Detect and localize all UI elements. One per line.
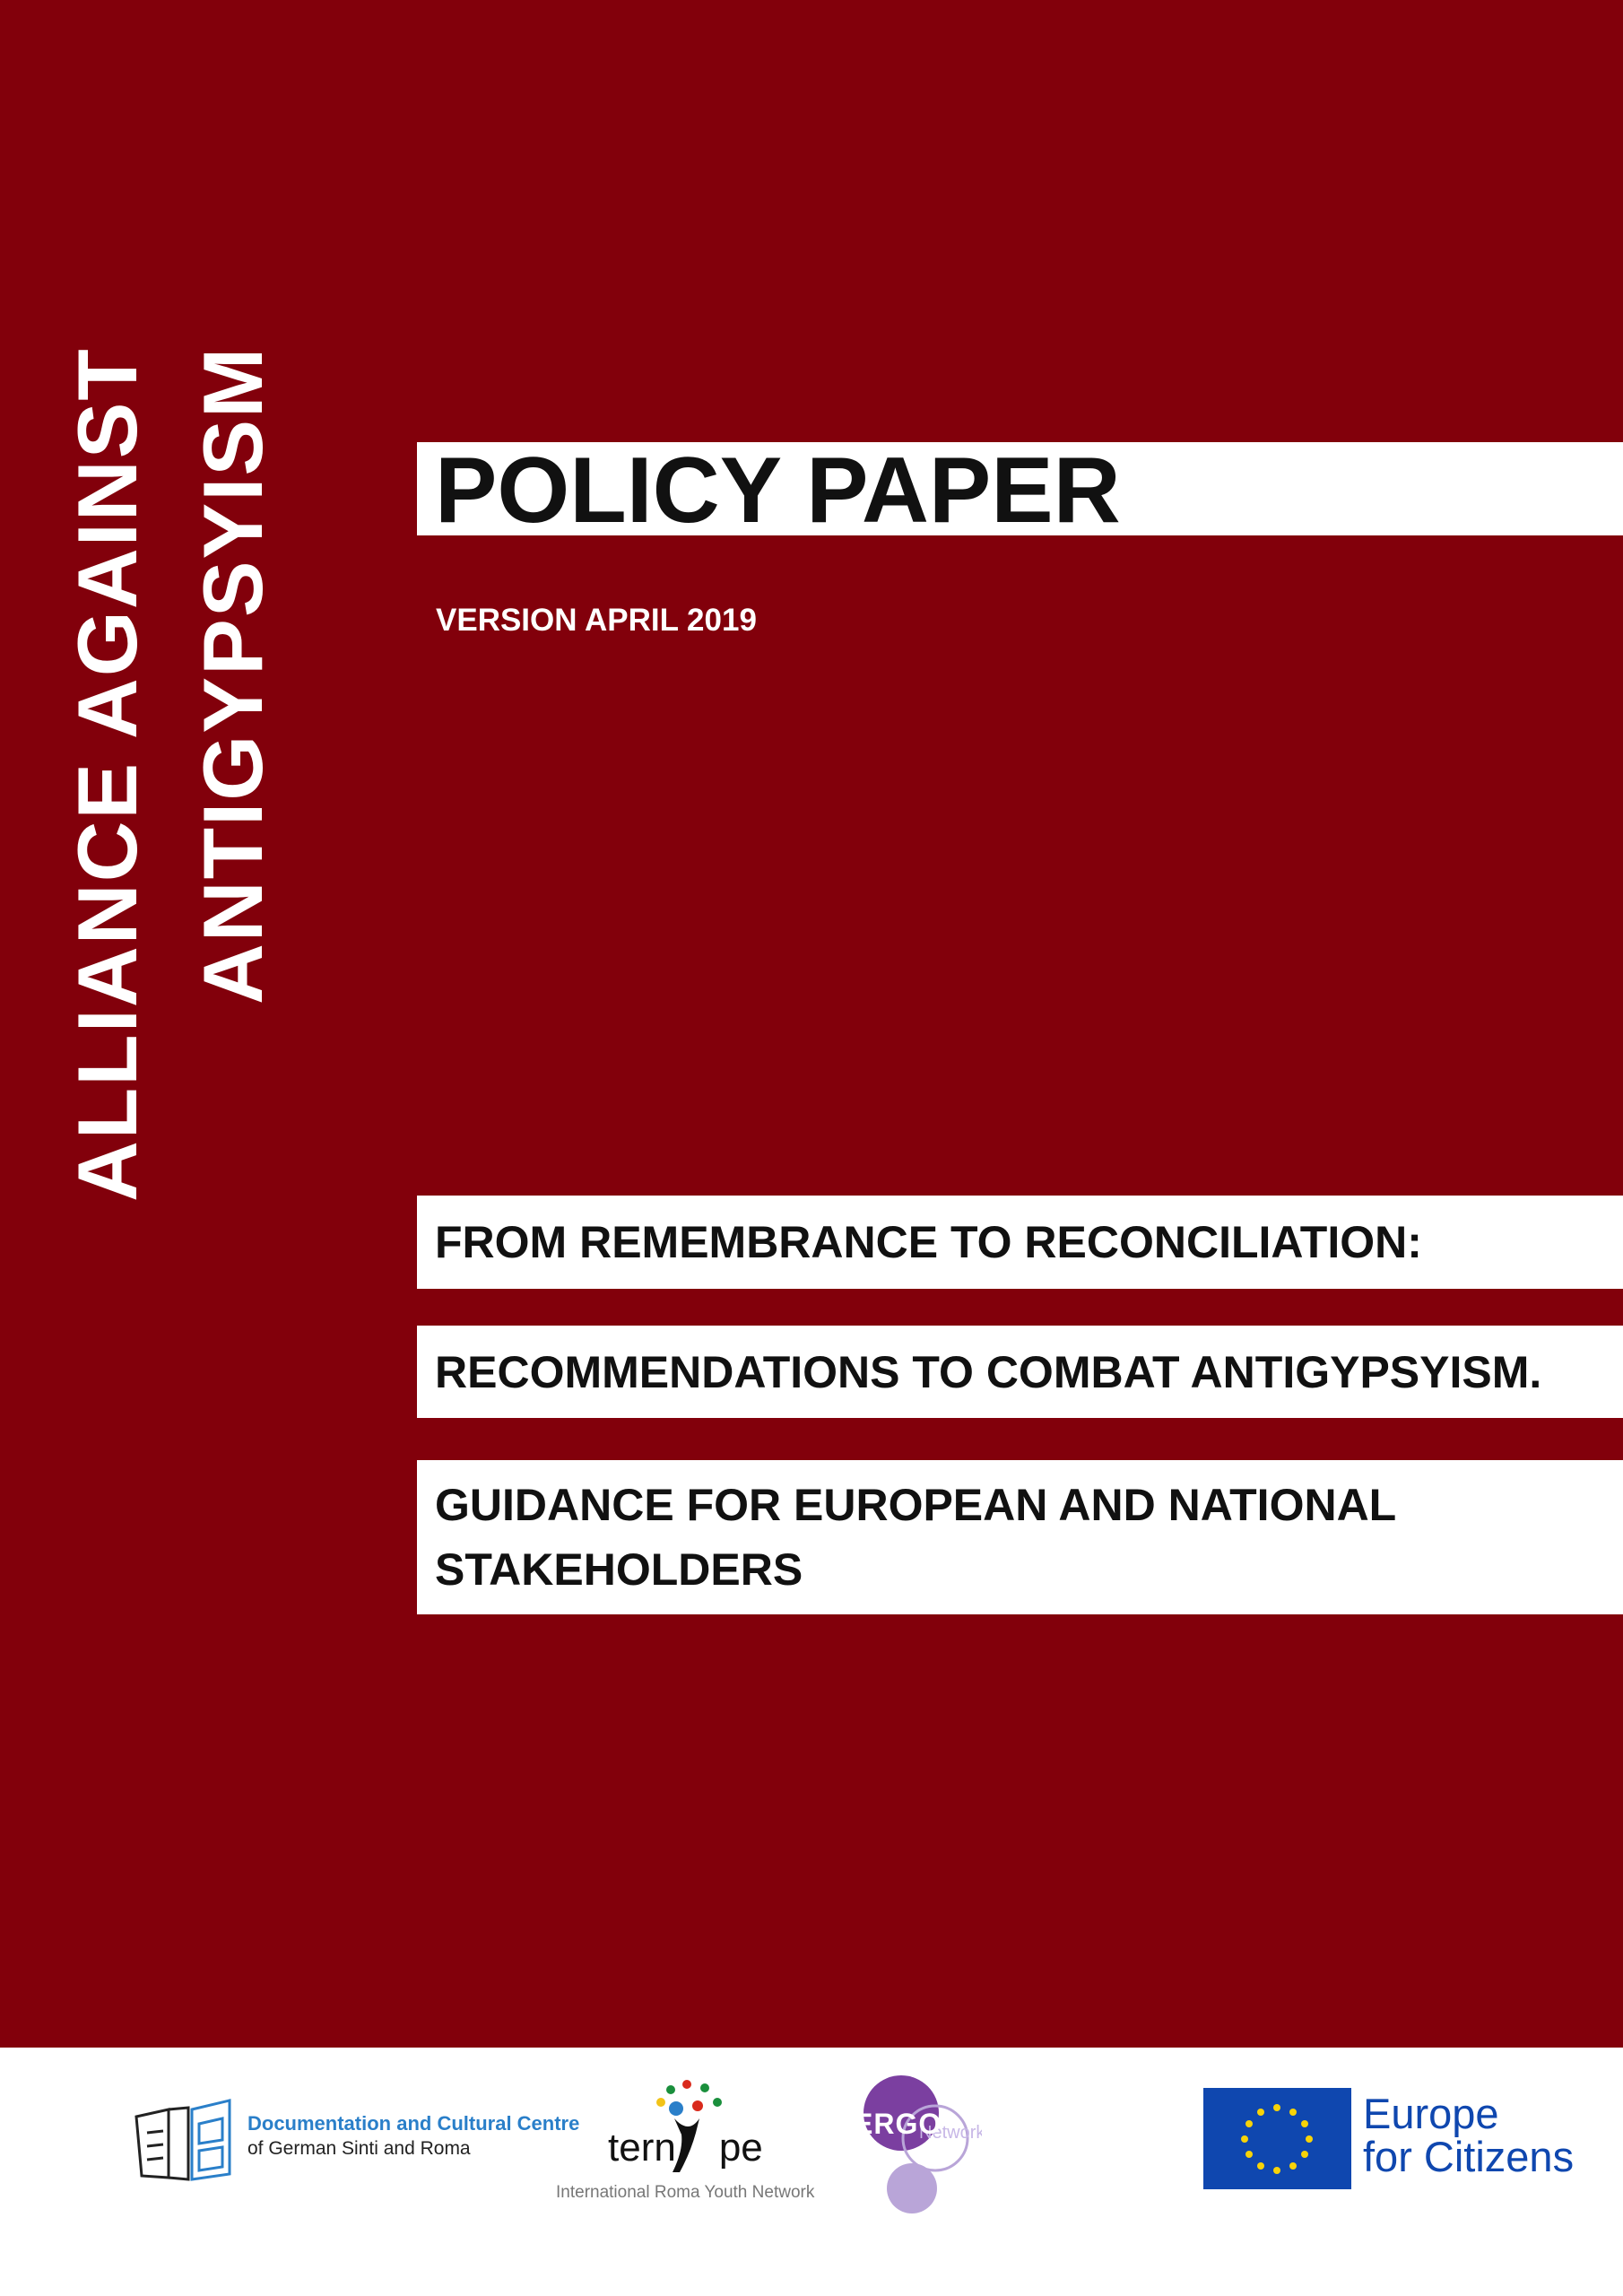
subtitle-2: RECOMMENDATIONS TO COMBAT ANTIGYPSYISM. [435, 1346, 1542, 1397]
subtitle-3-line-1: GUIDANCE FOR EUROPEAN AND NATIONAL [435, 1480, 1397, 1530]
dcc-name-line-2: of German Sinti and Roma [247, 2138, 471, 2159]
eu-text-line-1: Europe [1363, 2090, 1499, 2137]
subtitle-band-2 [417, 1326, 1623, 1418]
vertical-title [45, 242, 296, 1229]
version-label: VERSION APRIL 2019 [436, 603, 757, 638]
doc-type-label: POLICY PAPER [435, 439, 1121, 543]
ternype-logo [547, 2079, 843, 2205]
eu-flag-icon [1203, 2088, 1351, 2189]
subtitle-1: FROM REMEMBRANCE TO RECONCILIATION: [435, 1217, 1422, 1267]
subtitle-band-3 [417, 1460, 1623, 1614]
europe-for-citizens-logo [1203, 2088, 1607, 2191]
ternype-word: tern pe [608, 2126, 763, 2170]
subtitle-3-line-2: STAKEHOLDERS [435, 1544, 803, 1595]
dcc-name-line-1: Documentation and Cultural Centre [247, 2112, 580, 2135]
ergo-logo [856, 2074, 982, 2217]
dcc-logo [133, 2097, 580, 2187]
eu-text-line-2: for Citizens [1363, 2133, 1575, 2180]
subtitle-band-1 [417, 1196, 1623, 1289]
dcc-building-icon [133, 2097, 236, 2187]
ternype-subtitle: International Roma Youth Network [556, 2183, 815, 2202]
vertical-title-line-1: ALLIANCE AGAINST [60, 347, 154, 1202]
ergo-network-text: Network [919, 2123, 982, 2143]
ergo-circles-icon [856, 2074, 982, 2217]
doc-type-band [417, 439, 1623, 543]
ergo-word: ERGO [854, 2108, 942, 2140]
vertical-title-line-2: ANTIGYPSYISM [186, 345, 280, 1004]
